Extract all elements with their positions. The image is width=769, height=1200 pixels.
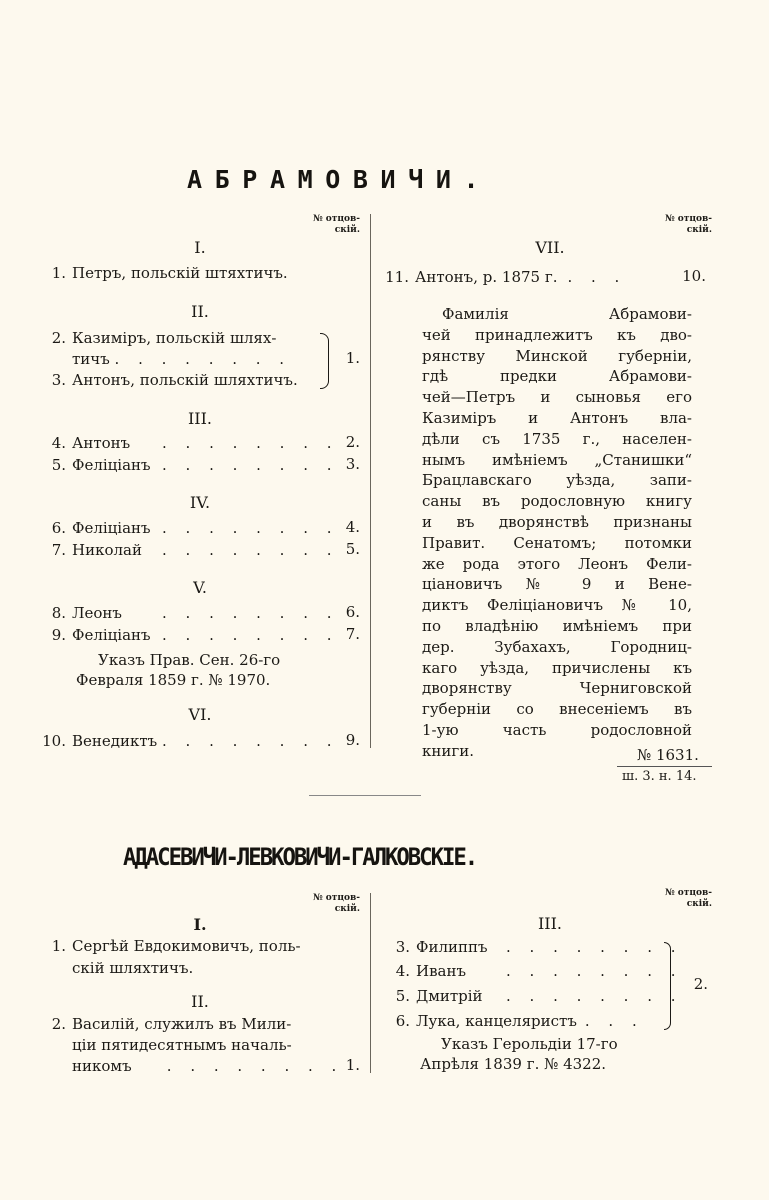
column-header-line-2: скій. bbox=[334, 225, 360, 235]
paragraph-line: Брацлавскаго уѣзда, запи- bbox=[422, 471, 692, 490]
paragraph-line: Правит. Сенатомъ; потомки bbox=[422, 533, 692, 552]
paragraph-line: дер. Зубахахъ, Городниц- bbox=[422, 637, 692, 656]
leader-dots: . . . . . . . . bbox=[162, 456, 339, 474]
leader-dots: . . . . . . . . bbox=[506, 938, 683, 956]
entry-text: тичъ bbox=[72, 350, 110, 368]
paternal-ref: 6. bbox=[345, 603, 360, 621]
entry-text: Казиміръ, польскій шлях- bbox=[72, 329, 277, 347]
brace-icon bbox=[664, 942, 671, 1030]
genealogy-entry bbox=[386, 1011, 644, 1031]
paternal-ref: 1. bbox=[345, 349, 360, 367]
genealogy-entry bbox=[42, 540, 339, 560]
paternal-ref: 4. bbox=[345, 518, 360, 536]
section-separator bbox=[309, 795, 421, 796]
entry-number: 5. bbox=[395, 987, 410, 1005]
generation-heading: VII. bbox=[535, 238, 565, 257]
decree-note: Апрѣля 1839 г. № 4322. bbox=[420, 1055, 607, 1073]
column-header-paternal-no bbox=[300, 893, 360, 915]
paragraph-line: ціановичъ № 9 и Вене- bbox=[422, 575, 692, 594]
paternal-ref: 7. bbox=[345, 625, 360, 643]
leader-dots: . . . . . . . . bbox=[162, 541, 339, 559]
entry-text: Антонъ bbox=[72, 434, 131, 452]
genealogy-entry bbox=[386, 986, 683, 1006]
column-header-line-1: № отцов- bbox=[312, 893, 360, 903]
paternal-ref: 2. bbox=[345, 433, 360, 451]
paragraph-line: и въ дворянствѣ признаны bbox=[422, 512, 692, 531]
entry-number: 2. bbox=[51, 1015, 66, 1033]
entry-text: Лука, канцеляристъ bbox=[416, 1012, 577, 1030]
decree-note: Указъ Прав. Сен. 26-го bbox=[98, 651, 281, 669]
genealogy-entry bbox=[42, 936, 301, 956]
genealogy-entry bbox=[42, 1014, 291, 1034]
leader-dots: . . . . . . . . bbox=[506, 962, 683, 980]
paragraph-line: по владѣнію имѣніемъ при bbox=[422, 616, 692, 635]
entry-text: Леонъ bbox=[72, 604, 122, 622]
generation-heading: I. bbox=[193, 915, 207, 934]
column-divider bbox=[370, 893, 371, 1073]
generation-heading: IV. bbox=[189, 493, 211, 512]
entry-text: Антонъ, польскій шляхтичъ. bbox=[72, 371, 298, 389]
entry-text: Антонъ, р. 1875 г. bbox=[415, 268, 558, 286]
paragraph-line: чей—Петръ и сыновья его bbox=[422, 388, 692, 407]
leader-dots: . . . bbox=[567, 268, 627, 286]
leader-dots: . . . . . . . . bbox=[162, 519, 339, 537]
leader-dots: . . . . . . . . bbox=[162, 604, 339, 622]
section-title-abramovichi: АБРАМОВИЧИ. bbox=[187, 165, 492, 194]
leader-dots: . . . . . . . . bbox=[162, 626, 339, 644]
paternal-ref: 10. bbox=[682, 267, 706, 285]
paragraph-line: губерніи со внесеніемъ въ bbox=[422, 700, 692, 719]
entry-text: Венедиктъ bbox=[72, 732, 158, 750]
record-number: № 1631. bbox=[637, 746, 699, 764]
paternal-ref: 1. bbox=[345, 1056, 360, 1074]
genealogy-entry bbox=[42, 603, 339, 623]
genealogy-entry bbox=[42, 731, 339, 751]
leader-dots: . . . . . . . . bbox=[506, 987, 683, 1005]
paragraph-line: нымъ имѣніемъ „Станишки“ bbox=[422, 450, 692, 469]
genealogy-entry bbox=[386, 937, 683, 957]
column-header-line-1: № отцов- bbox=[664, 888, 712, 898]
leader-dots: . . . . . . . . bbox=[162, 434, 339, 452]
entry-number: 9. bbox=[51, 626, 66, 644]
paragraph-line: рянству Минской губерніи, bbox=[422, 346, 692, 365]
paragraph-line: диктъ Феліціановичъ № 10, bbox=[422, 596, 692, 615]
brace-icon bbox=[320, 333, 329, 389]
paragraph-line: гдѣ предки Абрамови- bbox=[422, 367, 692, 386]
generation-heading: II. bbox=[191, 992, 209, 1011]
entry-number: 4. bbox=[51, 434, 66, 452]
genealogy-entry bbox=[42, 328, 276, 348]
genealogy-entry bbox=[42, 625, 339, 645]
column-header-line-2: скій. bbox=[686, 899, 712, 909]
column-header-line-2: скій. bbox=[686, 225, 712, 235]
entry-text: Дмитрій bbox=[416, 987, 483, 1005]
entry-number: 11. bbox=[385, 268, 409, 286]
paternal-ref: 9. bbox=[345, 731, 360, 749]
generation-heading: V. bbox=[193, 578, 207, 597]
generation-heading: I. bbox=[194, 238, 206, 257]
column-divider bbox=[370, 214, 371, 748]
genealogy-entry bbox=[42, 455, 339, 475]
entry-text: никомъ bbox=[72, 1057, 132, 1075]
decree-note: Февраля 1859 г. № 1970. bbox=[76, 671, 271, 689]
entry-number: 6. bbox=[395, 1012, 410, 1030]
column-header-line-2: скій. bbox=[334, 904, 360, 914]
entry-number: 10. bbox=[42, 732, 66, 750]
record-reference: ш. 3. н. 14. bbox=[622, 769, 697, 784]
leader-dots: . . . . . . . . bbox=[162, 732, 339, 750]
entry-continuation bbox=[72, 1056, 343, 1076]
entry-number: 8. bbox=[51, 604, 66, 622]
genealogy-entry bbox=[42, 263, 288, 283]
entry-text: Феліціанъ bbox=[72, 456, 151, 474]
entry-text: Филиппъ bbox=[416, 938, 488, 956]
entry-number: 1. bbox=[51, 937, 66, 955]
paragraph-line: дворянству Черниговской bbox=[422, 679, 692, 698]
paternal-ref: 2. bbox=[693, 975, 708, 993]
paternal-ref: 3. bbox=[345, 455, 360, 473]
genealogy-entry bbox=[42, 518, 339, 538]
column-header-line-1: № отцов- bbox=[664, 214, 712, 224]
column-header-paternal-no bbox=[300, 214, 360, 236]
paternal-ref: 5. bbox=[345, 540, 360, 558]
leader-dots: . . . bbox=[584, 1012, 644, 1030]
paragraph-line: же рода этого Леонъ Фели- bbox=[422, 554, 692, 573]
entry-number: 5. bbox=[51, 456, 66, 474]
decree-note: Указъ Герольдіи 17-го bbox=[441, 1035, 618, 1053]
paragraph-line: книги. bbox=[422, 741, 474, 760]
entry-text: Феліціанъ bbox=[72, 519, 151, 537]
entry-number: 4. bbox=[395, 962, 410, 980]
entry-number: 6. bbox=[51, 519, 66, 537]
entry-text: Иванъ bbox=[416, 962, 467, 980]
leader-dots: . . . . . . . . bbox=[114, 350, 292, 368]
column-header-paternal-no bbox=[652, 214, 712, 236]
entry-number: 7. bbox=[51, 541, 66, 559]
entry-text: Николай bbox=[72, 541, 142, 559]
leader-dots: . . . . . . . . bbox=[166, 1057, 344, 1075]
paragraph-line: чей принадлежитъ къ дво- bbox=[422, 325, 692, 344]
paragraph-line: саны въ родословную книгу bbox=[422, 492, 692, 511]
genealogy-entry bbox=[383, 267, 626, 287]
family-history-paragraph bbox=[422, 304, 692, 762]
entry-text: Феліціанъ bbox=[72, 626, 151, 644]
generation-heading: III. bbox=[537, 914, 563, 933]
entry-text: Василій, служилъ въ Мили- bbox=[72, 1015, 292, 1033]
generation-heading: VI. bbox=[188, 705, 212, 724]
column-header-line-1: № отцов- bbox=[312, 214, 360, 224]
entry-continuation: скій шляхтичъ. bbox=[72, 959, 194, 977]
entry-number: 1. bbox=[51, 264, 66, 282]
entry-number: 3. bbox=[51, 371, 66, 389]
entry-continuation: ціи пятидесятнымъ началь- bbox=[72, 1036, 292, 1054]
generation-heading: III. bbox=[187, 409, 213, 428]
section-title-adasevichi: АДАСЕВИЧИ-ЛЕВКОВИЧИ-ГАЛКОВСКІЕ. bbox=[123, 843, 477, 871]
entry-continuation bbox=[72, 349, 291, 369]
genealogy-entry bbox=[42, 370, 298, 390]
entry-text: Сергѣй Евдокимовичъ, поль- bbox=[72, 937, 301, 955]
paragraph-line: 1-ую часть родословной bbox=[422, 720, 692, 739]
entry-text: Петръ, польскій штяхтичъ. bbox=[72, 264, 288, 282]
genealogy-entry bbox=[386, 961, 683, 981]
entry-number: 2. bbox=[51, 329, 66, 347]
generation-heading: II. bbox=[191, 302, 209, 321]
column-header-paternal-no bbox=[652, 888, 712, 910]
entry-number: 3. bbox=[395, 938, 410, 956]
paragraph-line: дѣли съ 1735 г., населен- bbox=[422, 429, 692, 448]
paragraph-line: каго уѣзда, причислены къ bbox=[422, 658, 692, 677]
paragraph-line: Фамилія Абрамови- bbox=[442, 305, 692, 323]
genealogy-entry bbox=[42, 433, 339, 453]
paragraph-line: Казиміръ и Антонъ вла- bbox=[422, 408, 692, 427]
